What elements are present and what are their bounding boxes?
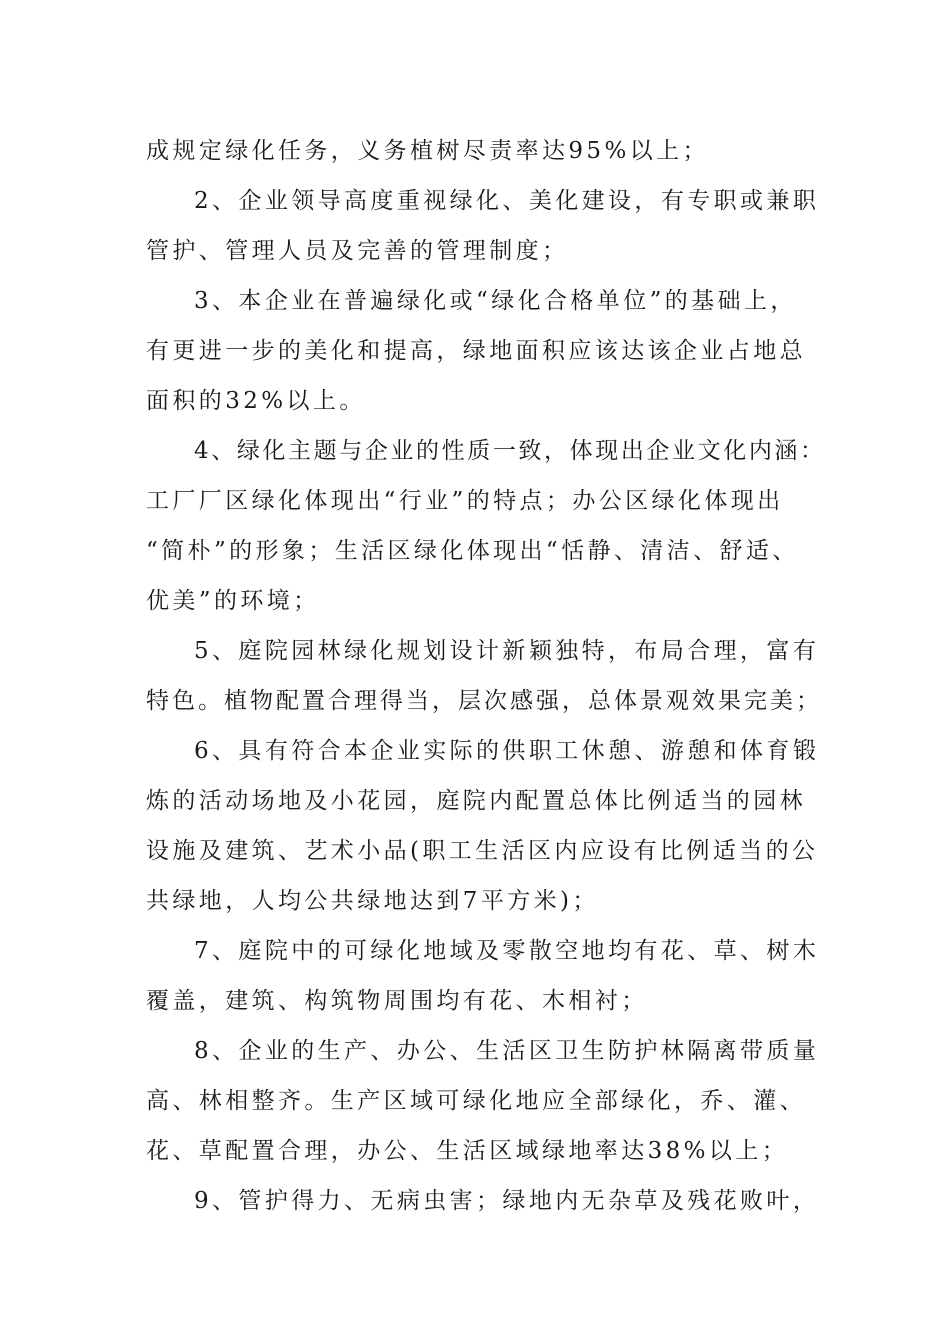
text-line: 优美”的环境；	[146, 588, 320, 614]
text-line: 特色。植物配置合理得当，层次感强，总体景观效果完美；	[146, 688, 822, 714]
paragraph-2-start: 2、企业领导高度重视绿化、美化建设，有专职或兼职	[194, 188, 820, 214]
text-line: 管护、管理人员及完善的管理制度；	[146, 238, 569, 264]
text-line: 面积的32%以上。	[146, 388, 366, 414]
text-line: 炼的活动场地及小花园，庭院内配置总体比例适当的园林	[146, 788, 806, 814]
text-line: 有更进一步的美化和提高，绿地面积应该达该企业占地总	[146, 338, 806, 364]
paragraph-8-start: 8、企业的生产、办公、生活区卫生防护林隔离带质量	[194, 1038, 820, 1064]
text-line: 成规定绿化任务，义务植树尽责率达95%以上；	[146, 138, 709, 164]
text-line: 花、草配置合理，办公、生活区域绿地率达38%以上；	[146, 1138, 789, 1164]
text-line: 高、林相整齐。生产区域可绿化地应全部绿化，乔、灌、	[146, 1088, 806, 1114]
paragraph-7-start: 7、庭院中的可绿化地域及零散空地均有花、草、树木	[194, 938, 820, 964]
paragraph-4-start: 4、绿化主题与企业的性质一致，体现出企业文化内涵：	[194, 438, 826, 464]
paragraph-9-start: 9、管护得力、无病虫害；绿地内无杂草及残花败叶，	[194, 1188, 820, 1214]
paragraph-5-start: 5、庭院园林绿化规划设计新颖独特，布局合理，富有	[194, 638, 820, 664]
paragraph-3-start: 3、本企业在普遍绿化或“绿化合格单位”的基础上，	[194, 288, 797, 314]
text-line: 共绿地，人均公共绿地达到7平方米)；	[146, 888, 599, 914]
text-line: “简朴”的形象；生活区绿化体现出“恬静、清洁、舒适、	[146, 538, 799, 564]
text-line: 设施及建筑、艺术小品(职工生活区内应设有比例适当的公	[146, 838, 819, 864]
text-line: 工厂厂区绿化体现出“行业”的特点；办公区绿化体现出	[146, 488, 784, 514]
text-line: 覆盖，建筑、构筑物周围均有花、木相衬；	[146, 988, 648, 1014]
paragraph-6-start: 6、具有符合本企业实际的供职工休憩、游憩和体育锻	[194, 738, 820, 764]
